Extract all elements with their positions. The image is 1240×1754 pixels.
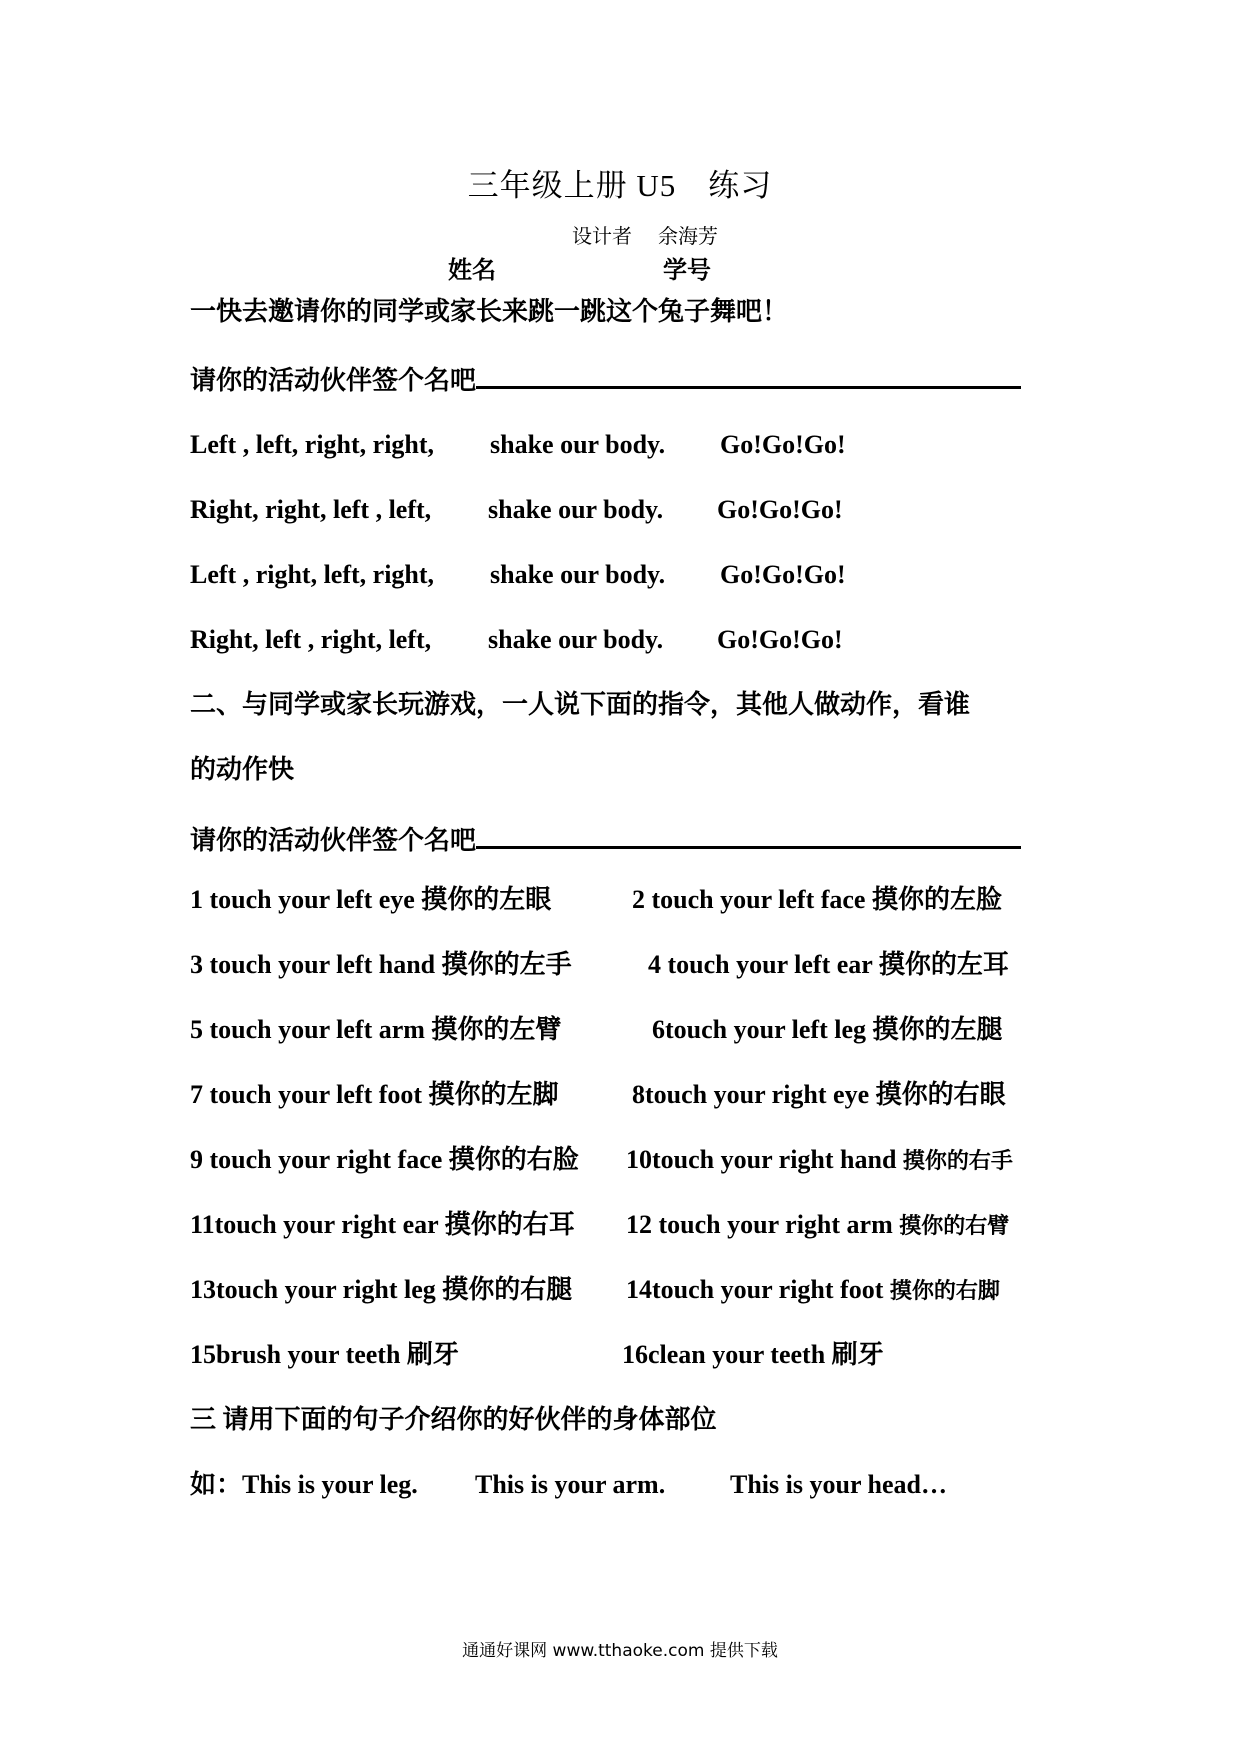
command-item: 3 touch your left hand 摸你的左手: [190, 950, 572, 979]
chant-shake: shake our body.: [490, 430, 666, 459]
chant-shake: shake our body.: [490, 560, 666, 589]
designer-name: 余海芳: [658, 226, 718, 248]
command-item: 1 touch your left eye 摸你的左眼: [190, 885, 552, 914]
command-item: 11touch your right ear 摸你的右耳: [190, 1210, 575, 1239]
section2-signature-line[interactable]: [476, 818, 1021, 849]
section2-sign-row: [190, 818, 1021, 858]
command-item: [626, 1273, 1000, 1308]
section1-heading: 一快去邀请你的同学或家长来跳一跳这个兔子舞吧！: [190, 297, 789, 326]
section3-examples: [190, 1468, 947, 1502]
chant-go: Go!Go!Go!: [717, 625, 843, 654]
command-chinese: 摸你的右手: [902, 1148, 1013, 1173]
chant-steps: Left , left, right, right,: [190, 430, 435, 459]
command-chinese: 摸你的右脚: [889, 1278, 1000, 1303]
command-english: 10touch your right hand: [626, 1145, 903, 1174]
section3-heading: 三 请用下面的句子介绍你的好伙伴的身体部位: [190, 1405, 717, 1434]
command-item: 6touch your left leg 摸你的左腿: [652, 1015, 1003, 1044]
section2-heading-line1: 二、与同学或家长玩游戏，一人说下面的指令，其他人做动作，看谁: [190, 690, 971, 719]
command-item: 13touch your right leg 摸你的右腿: [190, 1275, 573, 1304]
command-row: [190, 1078, 1006, 1112]
command-item: 5 touch your left arm 摸你的左臂: [190, 1015, 562, 1044]
command-english: 12 touch your right arm: [626, 1210, 900, 1239]
example-sentence: This is your head…: [730, 1470, 947, 1499]
section1-signature-line[interactable]: [476, 358, 1021, 389]
chant-go: Go!Go!Go!: [717, 495, 843, 524]
command-row: [190, 1143, 1013, 1177]
designer-credit: [572, 220, 718, 249]
command-item: 4 touch your left ear 摸你的左耳: [648, 950, 1009, 979]
command-row: [190, 883, 1002, 917]
command-item: 9 touch your right face 摸你的右脸: [190, 1145, 579, 1174]
chant-steps: Left , right, left, right,: [190, 560, 435, 589]
student-info-row: [448, 250, 711, 285]
section1-sign-row: [190, 358, 1021, 398]
command-item: 7 touch your left foot 摸你的左脚: [190, 1080, 559, 1109]
example-prefix: 如：: [190, 1470, 243, 1499]
command-item: 8touch your right eye 摸你的右眼: [632, 1080, 1006, 1109]
name-label: 姓名: [448, 258, 496, 284]
command-item: 2 touch your left face 摸你的左脸: [632, 885, 1002, 914]
command-item: [626, 1143, 1013, 1178]
chant-steps: Right, right, left , left,: [190, 495, 432, 524]
command-english: 14touch your right foot: [626, 1275, 890, 1304]
command-row: [190, 1208, 1010, 1242]
command-row: [190, 1338, 884, 1372]
command-row: [190, 1273, 1000, 1307]
command-item: 16clean your teeth 刷牙: [622, 1340, 884, 1369]
chant-go: Go!Go!Go!: [720, 430, 846, 459]
section2-sign-prompt: 请你的活动伙伴签个名吧: [190, 826, 477, 855]
command-item: 15brush your teeth 刷牙: [190, 1340, 459, 1369]
command-row: [190, 948, 1009, 982]
command-item: [626, 1208, 1009, 1243]
command-row: [190, 1013, 1003, 1047]
example-sentence: This is your leg.: [242, 1470, 418, 1499]
chant-steps: Right, left , right, left,: [190, 625, 432, 654]
designer-label: 设计者: [572, 226, 632, 248]
section1-sign-prompt: 请你的活动伙伴签个名吧: [190, 366, 477, 395]
section2-heading-line2: 的动作快: [190, 755, 295, 784]
chant-shake: shake our body.: [488, 495, 664, 524]
chant-shake: shake our body.: [488, 625, 664, 654]
page-title: 三年级上册 U5 练习: [467, 168, 773, 203]
command-chinese: 摸你的右臂: [899, 1213, 1010, 1238]
example-sentence: This is your arm.: [475, 1470, 666, 1499]
chant-go: Go!Go!Go!: [720, 560, 846, 589]
student-id-label: 学号: [663, 258, 711, 284]
footer-credit: 通通好课网 www.tthaoke.com 提供下载: [462, 1641, 778, 1661]
